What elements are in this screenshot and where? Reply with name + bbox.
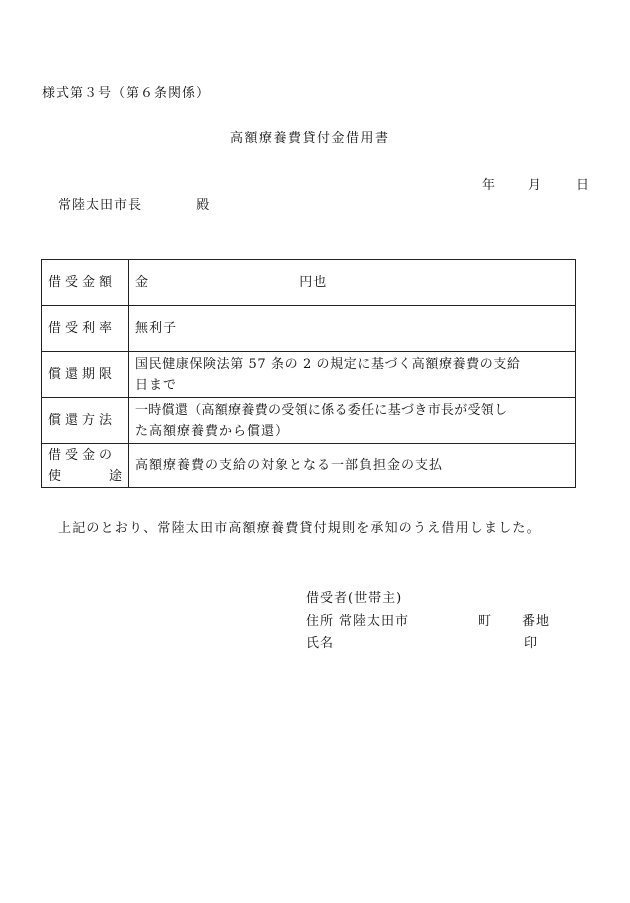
addressee-name: 常陸太田市長: [58, 198, 143, 213]
loan-purpose-label-line2: [48, 466, 122, 487]
loan-purpose-value: 高額療養費の支給の対象となる一部負担金の支払: [129, 444, 576, 488]
loan-details-table: [41, 259, 576, 488]
loan-purpose-label-char2: 途: [108, 468, 122, 484]
loan-purpose-label-char1: 使: [48, 468, 62, 484]
loan-amount-value: [129, 260, 576, 306]
loan-amount-prefix: 金: [135, 275, 150, 290]
date-month-label: 月: [528, 178, 542, 193]
name-label: 氏名: [306, 636, 335, 651]
repayment-deadline-line2: 日まで: [135, 377, 178, 393]
loan-purpose-label-line1: 借受金の: [48, 447, 117, 463]
table-row: [42, 352, 576, 398]
form-number: 様式第３号（第６条関係）: [42, 86, 211, 101]
seal-mark: 印: [524, 636, 539, 651]
repayment-deadline-label: 償還期限: [42, 352, 129, 398]
date-day-label: 日: [576, 178, 590, 193]
table-row: [42, 444, 576, 488]
address-number: 番地: [522, 614, 551, 629]
table-row: [42, 260, 576, 306]
loan-purpose-label: [42, 444, 129, 488]
loan-amount-label: 借受金額: [42, 260, 129, 306]
repayment-method-label: 償還方法: [42, 398, 129, 444]
date-year-label: 年: [482, 178, 496, 193]
address-town: 町: [478, 614, 493, 629]
addressee: [58, 194, 210, 213]
address-label: 住所: [306, 614, 335, 629]
agreement-statement: 上記のとおり、常陸太田市高額療養費貸付規則を承知のうえ借用しました。: [58, 521, 541, 536]
document-title: 高額療養費貸付金借用書: [230, 131, 390, 146]
address-city: 常陸太田市: [339, 614, 410, 629]
interest-rate-label: 借受利率: [42, 306, 129, 352]
borrower-label: 借受者(世帯主): [306, 591, 403, 606]
addressee-honorific: 殿: [196, 198, 211, 213]
repayment-method-value: [129, 398, 576, 444]
loan-amount-suffix: 円也: [299, 275, 328, 290]
table-row: [42, 306, 576, 352]
repayment-method-line2: た高額療養費から償還）: [135, 423, 290, 439]
repayment-deadline-value: [129, 352, 576, 398]
table-row: [42, 398, 576, 444]
repayment-method-line1: 一時償還（高額療養費の受領に係る委任に基づき市長が受領し: [135, 402, 508, 418]
repayment-deadline-line1: 国民健康保険法第 57 条の 2 の規定に基づく高額療養費の支給: [135, 356, 521, 372]
interest-rate-value: 無利子: [129, 306, 576, 352]
